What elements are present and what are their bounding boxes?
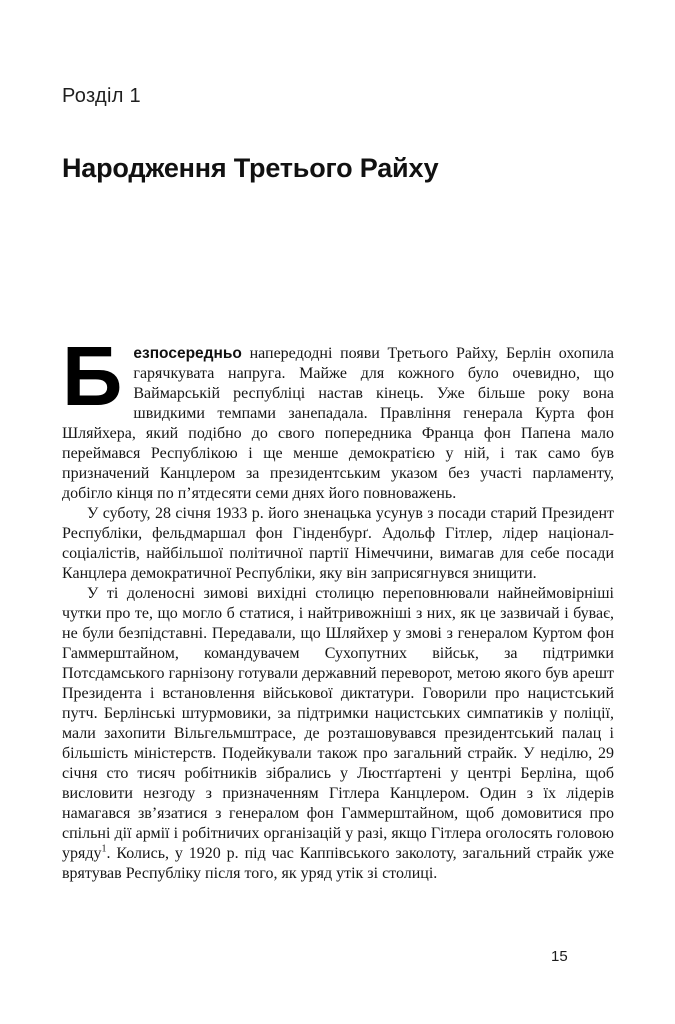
- drop-cap: Б: [62, 329, 123, 423]
- paragraph: У суботу, 28 січня 1933 р. його зненацька усунув з посади старий Президент Республіки, фельдмаршал фон Гінденбурґ. Адольф Гітлер, лідер націонал-соціалістів, найбільшої політичної партії Німеччини, вимагав для себе посади Канцлера демократичної Республіки, яку він заприсягнувся знищити.: [62, 505, 614, 582]
- paragraph-text: . Колись, у 1920 р. під час Каппівського заколоту, загальний страйк уже врятував Республіку після того, як уряд утік зі столиці.: [62, 845, 614, 882]
- bold-lead-word: езпосередньо: [133, 345, 242, 362]
- chapter-kicker: Розділ 1: [62, 85, 141, 107]
- paragraph: [62, 584, 614, 884]
- page-number: 15: [551, 948, 568, 965]
- chapter-title: Народження Третього Райху: [62, 153, 439, 184]
- footnote-marker: 1: [101, 843, 107, 855]
- paragraph-text: У ті доленосні зимові вихідні столицю переповнювали найнеймовірніші чутки про те, що могло б статися, і найтривожніші з них, як це зазвичай і буває, не були безпідставні. Передавали, що Шляйхер у змові з генералом Куртом фон Гаммерштайном, командувачем Сухопутних військ, за підтримки Потсдамського гарнізону готували державний переворот, метою якого був арешт Президента і встановлення військової диктатури. Говорили про нацистський путч. Берлінські штурмовики, за підтримки нацистських симпатиків у поліції, мали захопити Вільгельмштрасе, де розташовувався президентський палац і більшість міністерств. Подейкували також про загальний страйк. У неділю, 29 січня сто тисяч робітників зібрались у Люстґартені у центрі Берліна, щоб висловити незгоду з призначенням Гітлера Канцлером. Один з їх лідерів намагався зв’язатися з генералом фон Гаммерштайном, щоб домовитися про спільні дії армії і робітничих організацій у разі, якщо Гітлера оголосять головою уряду: [62, 585, 614, 862]
- paragraph-opening: [62, 329, 614, 504]
- paragraph-text: напередодні появи Третього Райху, Берлін охопила гарячкувата напруга. Майже для кожного було очевидно, що Ваймарській республіці настав кінець. Уже більше року вона швидкими темпами занепадала. Правління генерала Курта фон Шляйхера, який подібно до свого попередника Франца фон Папена мало переймався Республікою і ще менше демократією у ній, і так само був призначений Канцлером за президентським указом без участі парламенту, добігло кінця по п’ятдесяти семи днях його повноважень.: [62, 345, 614, 502]
- body-text: [62, 329, 614, 884]
